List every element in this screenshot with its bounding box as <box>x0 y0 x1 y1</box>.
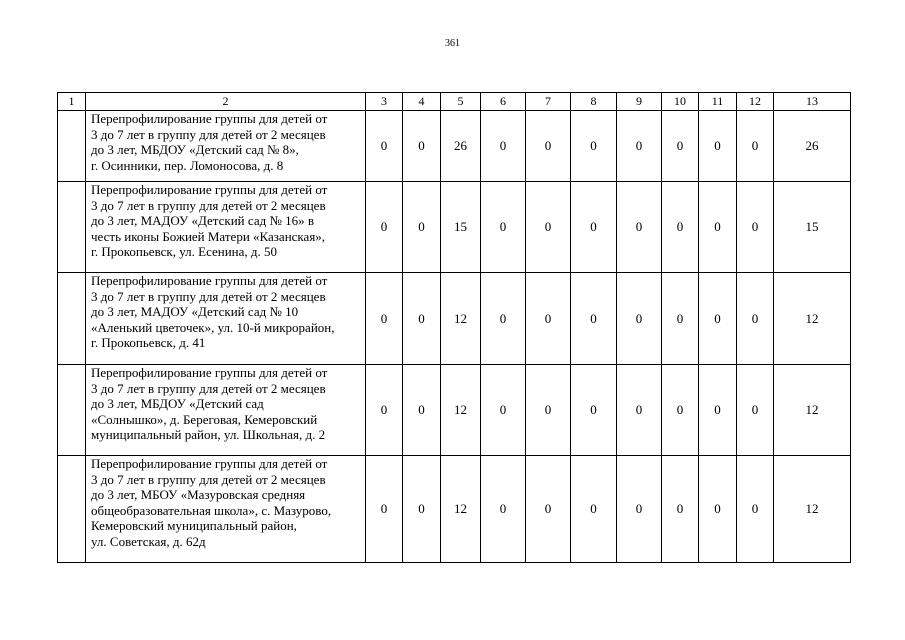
header-row <box>58 93 851 111</box>
header-cell-3: 3 <box>366 93 403 111</box>
value-cell-col-3: 0 <box>366 182 403 273</box>
description-line: г. Прокопьевск, ул. Есенина, д. 50 <box>91 244 278 260</box>
description-line: Перепрофилирование группы для детей от <box>91 273 328 288</box>
value-cell-col-8: 0 <box>571 111 617 182</box>
value-cell-col-4: 0 <box>403 111 441 182</box>
value-cell-col-5: 15 <box>441 182 481 273</box>
value-cell-col-10: 0 <box>662 456 699 563</box>
value-cell-col-10: 0 <box>662 111 699 182</box>
value-cell-col-5: 26 <box>441 111 481 182</box>
table-row <box>58 365 851 456</box>
description-line: 3 до 7 лет в группу для детей от 2 месяцев <box>91 197 326 213</box>
header-cell-11: 11 <box>699 93 737 111</box>
description-line: 3 до 7 лет в группу для детей от 2 месяцев <box>91 126 326 142</box>
value-cell-col-7: 0 <box>526 111 571 182</box>
value-cell-col-10: 0 <box>662 273 699 365</box>
value-cell-col-7: 0 <box>526 456 571 563</box>
description-line: 3 до 7 лет в группу для детей от 2 месяцев <box>91 288 326 304</box>
description-cell <box>86 273 366 365</box>
description-cell <box>86 365 366 456</box>
table-row <box>58 273 851 365</box>
value-cell-col-7: 0 <box>526 365 571 456</box>
header-cell-1: 1 <box>58 93 86 111</box>
header-cell-5: 5 <box>441 93 481 111</box>
row-number-cell <box>58 273 86 365</box>
value-cell-col-6: 0 <box>481 456 526 563</box>
description-line: Кемеровский муниципальный район, <box>91 518 297 534</box>
description-line: Перепрофилирование группы для детей от <box>91 365 328 380</box>
value-cell-col-6: 0 <box>481 182 526 273</box>
value-cell-col-12: 0 <box>737 456 774 563</box>
value-cell-col-6: 0 <box>481 365 526 456</box>
description-line: «Аленький цветочек», ул. 10-й микрорайон, <box>91 319 335 335</box>
value-cell-col-11: 0 <box>699 182 737 273</box>
row-number-cell <box>58 456 86 563</box>
value-cell-col-3: 0 <box>366 456 403 563</box>
value-cell-col-8: 0 <box>571 365 617 456</box>
value-cell-col-4: 0 <box>403 456 441 563</box>
description-line: до 3 лет, МБДОУ «Детский сад <box>91 396 264 412</box>
value-cell-col-8: 0 <box>571 273 617 365</box>
header-cell-6: 6 <box>481 93 526 111</box>
description-line: Перепрофилирование группы для детей от <box>91 182 328 197</box>
value-cell-col-13: 12 <box>774 365 851 456</box>
description-line: 3 до 7 лет в группу для детей от 2 месяцев <box>91 471 326 487</box>
value-cell-col-9: 0 <box>617 456 662 563</box>
description-line: Перепрофилирование группы для детей от <box>91 111 328 126</box>
description-cell <box>86 456 366 563</box>
value-cell-col-5: 12 <box>441 365 481 456</box>
header-cell-8: 8 <box>571 93 617 111</box>
value-cell-col-12: 0 <box>737 182 774 273</box>
value-cell-col-11: 0 <box>699 365 737 456</box>
value-cell-col-11: 0 <box>699 273 737 365</box>
value-cell-col-11: 0 <box>699 456 737 563</box>
row-number-cell <box>58 182 86 273</box>
value-cell-col-12: 0 <box>737 111 774 182</box>
value-cell-col-13: 12 <box>774 273 851 365</box>
value-cell-col-3: 0 <box>366 111 403 182</box>
value-cell-col-7: 0 <box>526 273 571 365</box>
value-cell-col-9: 0 <box>617 365 662 456</box>
value-cell-col-4: 0 <box>403 182 441 273</box>
header-cell-10: 10 <box>662 93 699 111</box>
value-cell-col-3: 0 <box>366 273 403 365</box>
description-line: до 3 лет, МАДОУ «Детский сад № 16» в <box>91 213 314 229</box>
value-cell-col-9: 0 <box>617 273 662 365</box>
value-cell-col-8: 0 <box>571 182 617 273</box>
value-cell-col-10: 0 <box>662 182 699 273</box>
value-cell-col-12: 0 <box>737 365 774 456</box>
header-cell-9: 9 <box>617 93 662 111</box>
description-line: 3 до 7 лет в группу для детей от 2 месяцев <box>91 380 326 396</box>
description-line: ул. Советская, д. 62д <box>91 533 206 549</box>
description-line: Перепрофилирование группы для детей от <box>91 456 328 471</box>
value-cell-col-3: 0 <box>366 365 403 456</box>
description-line: до 3 лет, МАДОУ «Детский сад № 10 <box>91 304 299 320</box>
description-line: честь иконы Божией Матери «Казанская», <box>91 228 326 244</box>
value-cell-col-13: 15 <box>774 182 851 273</box>
row-number-cell <box>58 111 86 182</box>
value-cell-col-6: 0 <box>481 273 526 365</box>
value-cell-col-10: 0 <box>662 365 699 456</box>
description-line: г. Прокопьевск, д. 41 <box>91 335 206 351</box>
value-cell-col-13: 26 <box>774 111 851 182</box>
value-cell-col-7: 0 <box>526 182 571 273</box>
header-cell-12: 12 <box>737 93 774 111</box>
table-row <box>58 456 851 563</box>
value-cell-col-4: 0 <box>403 273 441 365</box>
description-line: до 3 лет, МБОУ «Мазуровская средняя <box>91 487 306 503</box>
value-cell-col-5: 12 <box>441 456 481 563</box>
table-body <box>58 93 851 563</box>
description-cell <box>86 182 366 273</box>
data-table <box>57 92 851 563</box>
header-cell-7: 7 <box>526 93 571 111</box>
description-line: общеобразовательная школа», с. Мазурово, <box>91 502 332 518</box>
header-cell-2: 2 <box>86 93 366 111</box>
value-cell-col-5: 12 <box>441 273 481 365</box>
table-row <box>58 111 851 182</box>
value-cell-col-4: 0 <box>403 365 441 456</box>
value-cell-col-12: 0 <box>737 273 774 365</box>
value-cell-col-6: 0 <box>481 111 526 182</box>
row-number-cell <box>58 365 86 456</box>
description-cell <box>86 111 366 182</box>
header-cell-4: 4 <box>403 93 441 111</box>
description-line: муниципальный район, ул. Школьная, д. 2 <box>91 427 326 443</box>
page-number: 361 <box>445 38 460 49</box>
value-cell-col-9: 0 <box>617 182 662 273</box>
value-cell-col-8: 0 <box>571 456 617 563</box>
value-cell-col-9: 0 <box>617 111 662 182</box>
description-line: г. Осинники, пер. Ломоносова, д. 8 <box>91 157 284 173</box>
value-cell-col-11: 0 <box>699 111 737 182</box>
description-line: «Солнышко», д. Береговая, Кемеровский <box>91 411 318 427</box>
table-row <box>58 182 851 273</box>
header-cell-13: 13 <box>774 93 851 111</box>
value-cell-col-13: 12 <box>774 456 851 563</box>
description-line: до 3 лет, МБДОУ «Детский сад № 8», <box>91 142 299 158</box>
